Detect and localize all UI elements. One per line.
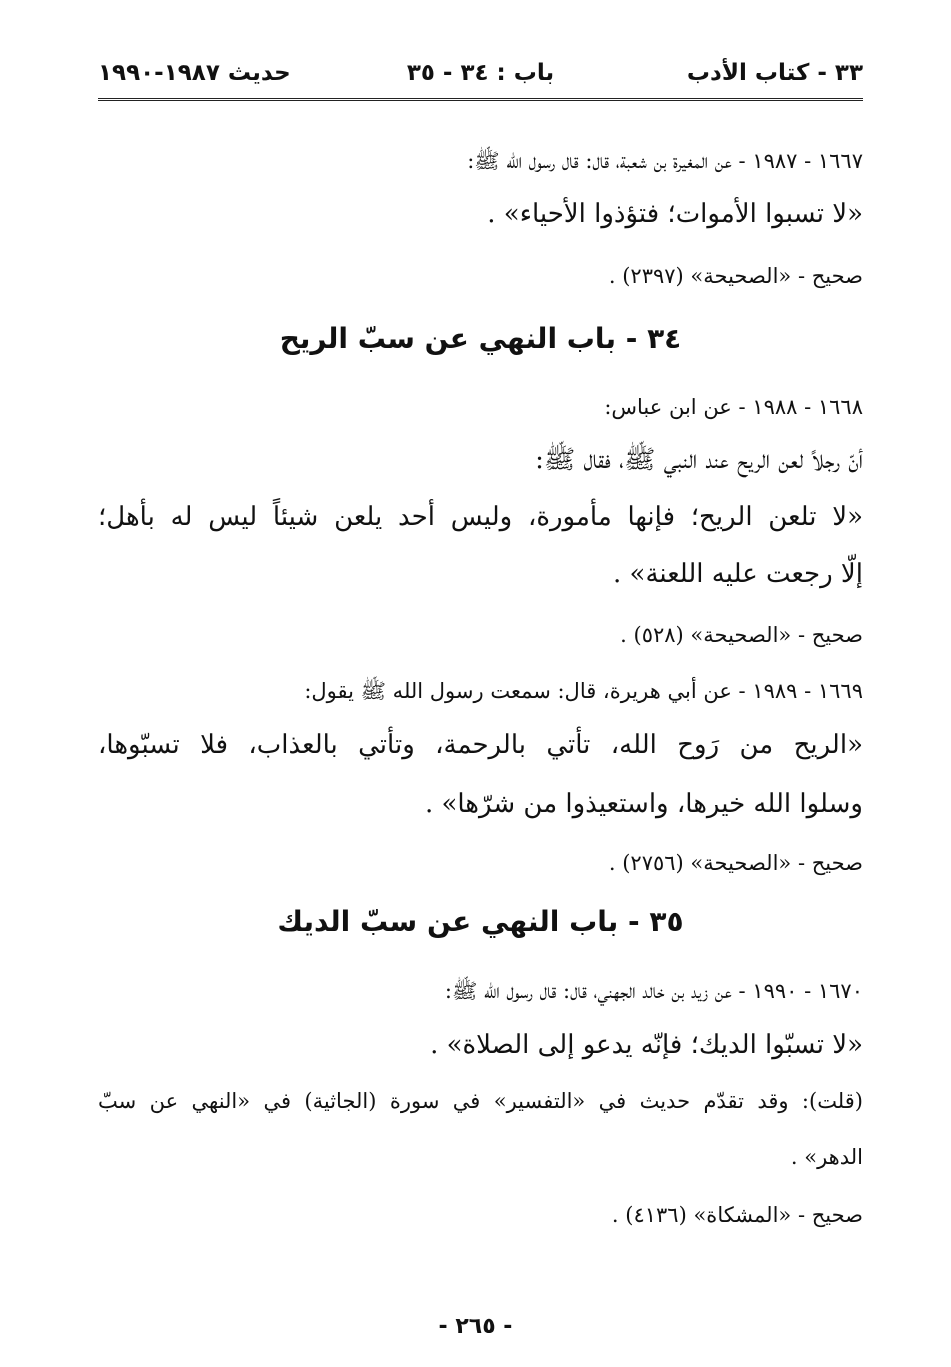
hadith-1668-line2: «لا تلعن الريح؛ فإنها مأمورة، وليس أحد يلعن شيئاً ليس له بأهل؛ (98, 502, 863, 532)
hadith-1670-intro: ١٦٧٠ - ١٩٩٠ - عن زيد بن خالد الجهني، قال: قال رسول الله ﷺ: (444, 979, 863, 1003)
running-header (98, 56, 863, 96)
hadith-1669-line2: وسلوا الله خيرها، واستعيذوا من شرّها» . (424, 789, 863, 819)
page-number: - ٢٦٥ - (438, 1314, 513, 1339)
hadith-1668-line3: إلّا رجعت عليه اللعنة» . (613, 559, 863, 589)
header-chapter-range: باب : ٣٤ - ٣٥ (406, 60, 555, 86)
hadith-1669-line1: «الريح من رَوح الله، تأتي بالرحمة، وتأتي بالعذاب، فلا تسبّوها، (98, 730, 863, 760)
hadith-1668-line1: أنّ رجلاً لعن الريح عند النبي ﷺ، فقال ﷺ: (535, 445, 863, 475)
hadith-1670-note-line2: الدهر» . (790, 1145, 863, 1169)
header-hadith-range: حديث ١٩٨٧-١٩٩٠ (98, 60, 291, 86)
hadith-1667-intro: ١٦٦٧ - ١٩٨٧ - عن المغيرة بن شعبة، قال: قال رسول الله ﷺ: (467, 149, 863, 173)
hadith-1668-grade: صحيح - «الصحيحة» (٥٢٨) . (620, 623, 863, 647)
hadith-1668-intro: ١٦٦٨ - ١٩٨٨ - عن ابن عباس: (604, 395, 863, 419)
chapter-35-heading: ٣٥ - باب النهي عن سبّ الديك (277, 905, 684, 938)
hadith-1670-note-line1: (قلت): وقد تقدّم حديث في «التفسير» في سورة (الجاثية) في «النهي عن سبّ (98, 1089, 863, 1113)
header-book-title: ٣٣ - كتاب الأدب (686, 60, 863, 86)
hadith-1667-grade: صحيح - «الصحيحة» (٢٣٩٧) . (608, 264, 863, 288)
hadith-1667-text: «لا تسبوا الأموات؛ فتؤذوا الأحياء» . (487, 199, 863, 229)
header-divider (98, 98, 863, 104)
chapter-34-heading: ٣٤ - باب النهي عن سبّ الريح (279, 322, 682, 355)
hadith-1670-grade: صحيح - «المشكاة» (٤١٣٦) . (611, 1203, 863, 1227)
hadith-1669-intro: ١٦٦٩ - ١٩٨٩ - عن أبي هريرة، قال: سمعت رسول الله ﷺ يقول: (304, 679, 863, 703)
hadith-1669-grade: صحيح - «الصحيحة» (٢٧٥٦) . (608, 851, 863, 875)
hadith-1670-text: «لا تسبّوا الديك؛ فإنّه يدعو إلى الصلاة» . (430, 1030, 863, 1060)
